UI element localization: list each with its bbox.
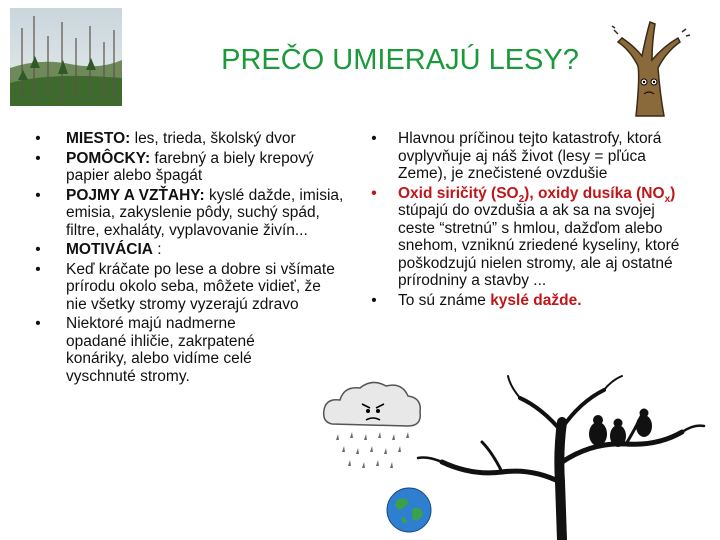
list-item: • Keď kráčate po lese a dobre si všímate prírodu okolo seba, môžete vidieť, že nie všetky stromy vyzerajú zdravo (35, 260, 335, 313)
list-item: • Hlavnou príčinou tejto katastrofy, ktorá ovplyvňuje aj náš život (lesy = pľúca Zeme), je znečistené ovzdušie (371, 130, 662, 182)
forest-photo (10, 8, 122, 106)
list-item: • POJMY A VZŤAHY: kyslé dažde, imisia, emisia, zakyslenie pôdy, suchý spád, filtre, exhaláty, vyplavovanie živín... (35, 186, 344, 239)
pollutant-names: Oxid siričitý $(SO_2)$, oxidy dusíka $(NO_x)$ (398, 184, 676, 205)
list-item: • Niektoré majú nadmerne opadané ihličie, zakrpatené konáriky, alebo vidíme celé vyschnuté stromy. (35, 315, 255, 385)
acid-rain-cloud-illustration (318, 378, 426, 476)
list-item: • MOTIVÁCIA : (35, 241, 162, 258)
cartoon-tree-illustration (608, 8, 692, 118)
bullet-text: To sú známe (398, 291, 491, 309)
list-item: • MIESTO: les, trieda, školský dvor (35, 130, 296, 147)
slide-title: PREČO UMIERAJÚ LESY? (221, 44, 579, 76)
bullet-label: POMÔCKY: (66, 149, 151, 167)
bullet-text: Keď kráčate po lese a dobre si všímate prírodu okolo seba, môžete vidieť, že nie všetky stromy vyzerajú zdravo (66, 260, 335, 313)
dead-tree-with-birds-illustration (412, 372, 708, 540)
bullet-label: MIESTO: (66, 130, 131, 147)
bullet-text: les, trieda, školský dvor (130, 130, 296, 147)
list-item: • POMÔCKY: farebný a biely krepový papier alebo špagát (35, 149, 314, 184)
bullet-label: MOTIVÁCIA (66, 241, 153, 258)
list-item: • Oxid siričitý $(SO_2)$, oxidy dusíka $(NO_x)$ stúpajú do ovzdušia a ak sa na svojej ceste “stretnú” s hmlou, dažďom alebo snehom, vzniknú zriedené kyseliny, ktoré poškodzujú nielen stromy, ale aj ostatné prírodniny a stavby ... (371, 184, 680, 289)
bullet-text: : (152, 241, 162, 258)
right-bullet-list (366, 130, 686, 311)
bullet-text: Niektoré majú nadmerne opadané ihličie, zakrpatené konáriky, alebo vidíme celé vyschnuté stromy. (66, 315, 255, 385)
left-bullet-list (30, 130, 344, 387)
bullet-text: stúpajú do ovzdušia a ak sa na svojej ceste “stretnú” s hmlou, dažďom alebo snehom, vzniknú zriedené kyseliny, ktoré poškodzujú nielen stromy, ale aj ostatné prírodniny a stavby ... (398, 202, 680, 289)
bullet-text: Hlavnou príčinou tejto katastrofy, ktorá ovplyvňuje aj náš život (lesy = pľúca Zeme), je znečistené ovzdušie (398, 130, 662, 182)
acid-rain-highlight: kyslé dažde. (490, 291, 582, 309)
bullet-text: farebný a biely krepový papier alebo špagát (66, 149, 314, 184)
list-item: • To sú známe kyslé dažde. (371, 291, 582, 309)
bullet-label: POJMY A VZŤAHY: (66, 186, 205, 204)
bullet-text: kyslé dažde, imisia, emisia, zakyslenie pôdy, suchý spád, filtre, exhaláty, vyplavovanie živín... (66, 186, 344, 239)
